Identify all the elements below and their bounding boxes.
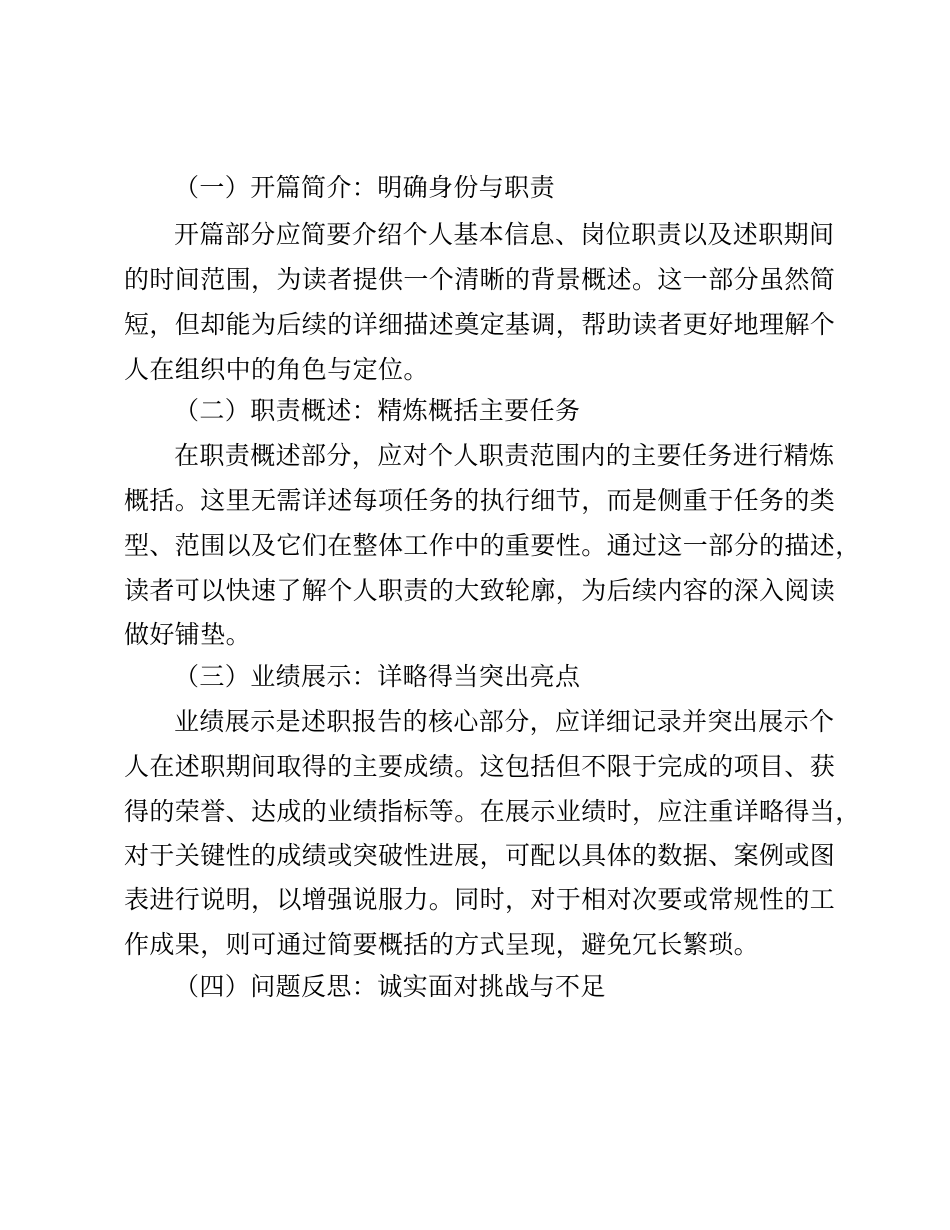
section-heading-3: （三）业绩展示：详略得当突出亮点 (174, 662, 581, 691)
paragraph-line: 业绩展示是述职报告的核心部分，应详细记录并突出展示个 (174, 707, 835, 736)
paragraph-line: 型、范围以及它们在整体工作中的重要性。通过这一部分的描述， (124, 531, 861, 560)
paragraph-line: 得的荣誉、达成的业绩指标等。在展示业绩时，应注重详略得当， (124, 797, 861, 826)
paragraph-line: 人在述职期间取得的主要成绩。这包括但不限于完成的项目、获 (124, 752, 836, 781)
paragraph-line: 做好铺垫。 (124, 620, 252, 649)
paragraph-line: 短，但却能为后续的详细描述奠定基调，帮助读者更好地理解个 (124, 310, 836, 339)
section-heading-1: （一）开篇简介：明确身份与职责 (174, 173, 556, 202)
section-heading-4: （四）问题反思：诚实面对挑战与不足 (174, 972, 606, 1001)
paragraph-line: 在职责概述部分，应对个人职责范围内的主要任务进行精炼 (174, 441, 835, 470)
paragraph-line: 对于关键性的成绩或突破性进展，可配以具体的数据、案例或图 (124, 841, 836, 870)
paragraph-line: 表进行说明，以增强说服力。同时，对于相对次要或常规性的工 (124, 885, 836, 914)
paragraph-line: 作成果，则可通过简要概括的方式呈现，避免冗长繁琐。 (124, 930, 760, 959)
paragraph-line: 的时间范围，为读者提供一个清晰的背景概述。这一部分虽然简 (124, 265, 836, 294)
paragraph-line: 读者可以快速了解个人职责的大致轮廓，为后续内容的深入阅读 (124, 576, 836, 605)
section-heading-2: （二）职责概述：精炼概括主要任务 (174, 396, 581, 425)
paragraph-line: 人在组织中的角色与定位。 (124, 355, 429, 384)
paragraph-line: 开篇部分应简要介绍个人基本信息、岗位职责以及述职期间 (174, 220, 835, 249)
paragraph-line: 概括。这里无需详述每项任务的执行细节，而是侧重于任务的类 (124, 486, 836, 515)
